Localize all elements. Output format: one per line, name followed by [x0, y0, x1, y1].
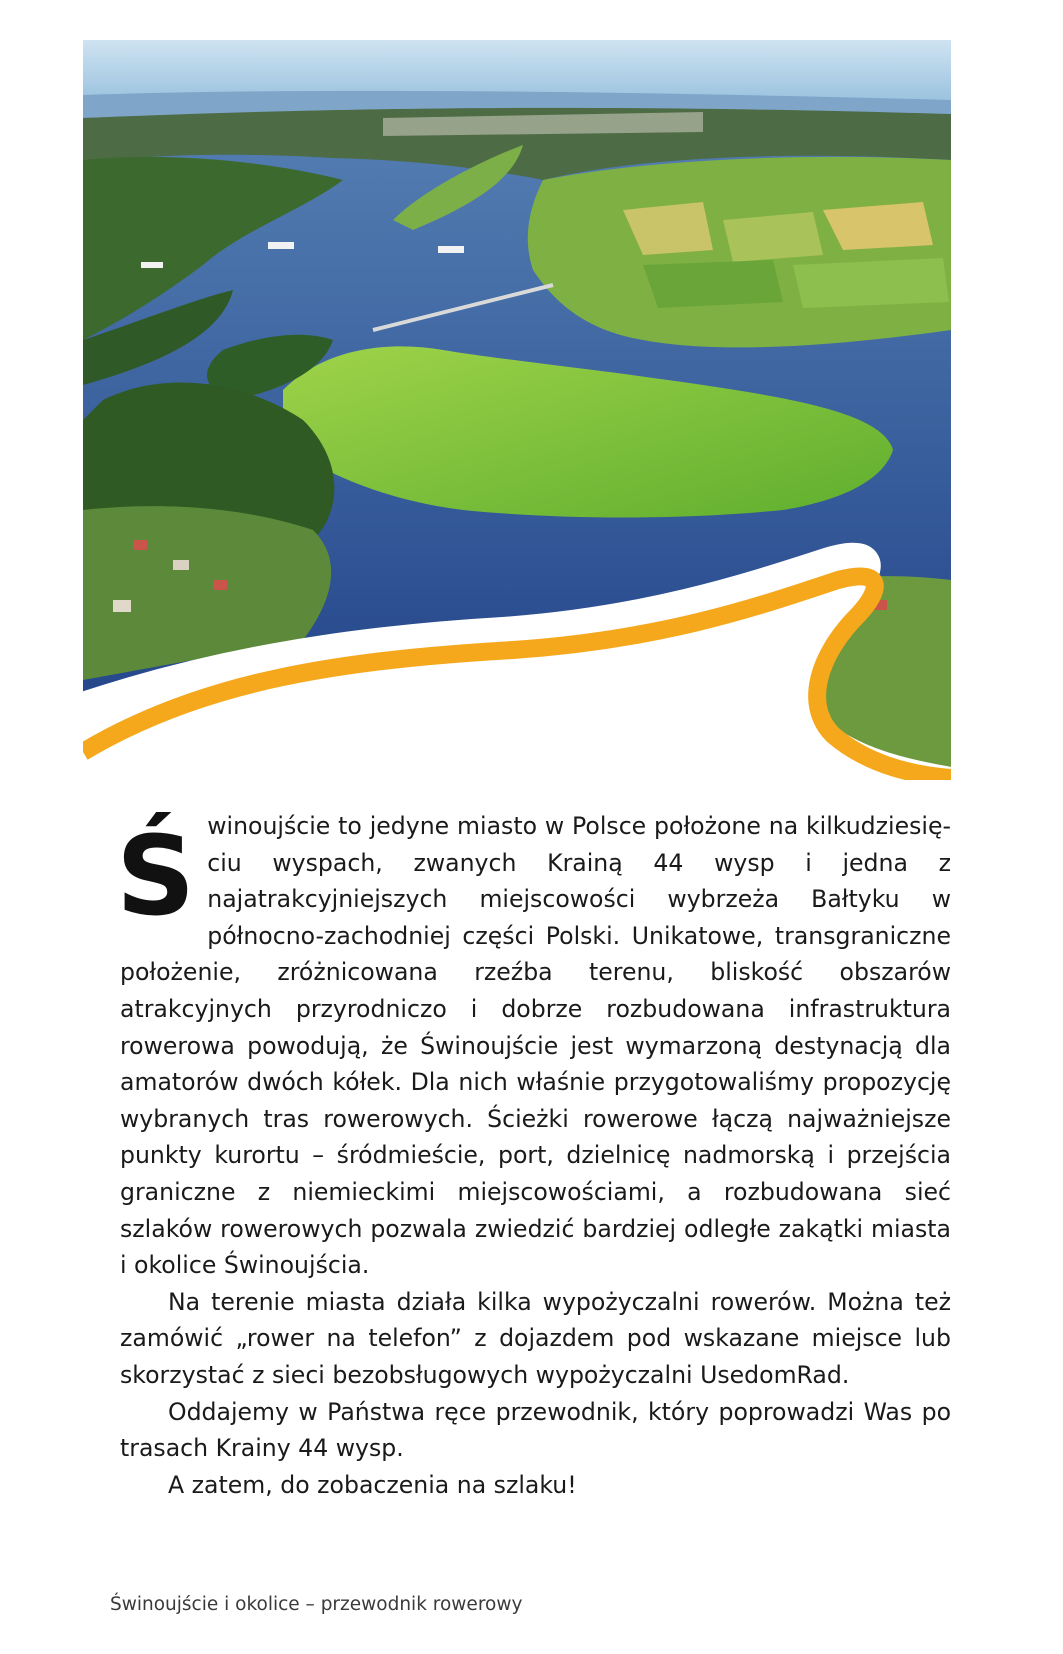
- paragraph-1: [116, 808, 951, 1284]
- paragraph-3: Oddajemy w Państwa ręce przewodnik, który poprowadzi Was po trasach Krainy 44 wysp.: [120, 1397, 951, 1463]
- paragraph-1-text: winoujście to jedyne miasto w Polsce położone na kilkudziesięciu wyspach, zwanych Krainą 44 wysp i jedna z najatrakcyjniejszych miejscowości wybrzeża Bałtyku w północno-zachodniej części Polski. Unikatowe, transgraniczne położenie, zróżnicowana rzeźba terenu, bliskość obszarów atrakcyjnych przyrodniczo i dobrze rozbudowana infrastruktura rowerowa powodują, że Świnoujście jest wymarzoną destynacją dla amatorów dwóch kółek. Dla nich właśnie przygotowaliśmy propozycję wybranych tras rowerowych. Ścieżki rowerowe łączą najważniejsze punkty kurortu – śródmieście, port, dzielnicę nadmorską i przejścia graniczne z niemieckimi miejscowościami, a rozbudowana sieć szlaków rowerowych pozwala zwiedzić bardziej odległe zakątki miasta i okolice Świnoujścia.: [120, 812, 951, 1280]
- running-footer: Świnoujście i okolice – przewodnik rowerowy: [110, 1594, 523, 1615]
- article-body: [116, 808, 951, 1503]
- paragraph-4: A zatem, do zobaczenia na szlaku!: [168, 1470, 577, 1499]
- aerial-photo-icon: [83, 40, 951, 780]
- paragraph-2: Na terenie miasta działa kilka wypożyczalni rowerów. Można też zamówić „rower na telefon” z dojazdem pod wskazane miejsce lub skorzystać z sieci bezobsługowych wypożyczalni UsedomRad.: [120, 1287, 951, 1389]
- drop-cap: Ś: [116, 812, 196, 940]
- aerial-photo: [83, 40, 951, 780]
